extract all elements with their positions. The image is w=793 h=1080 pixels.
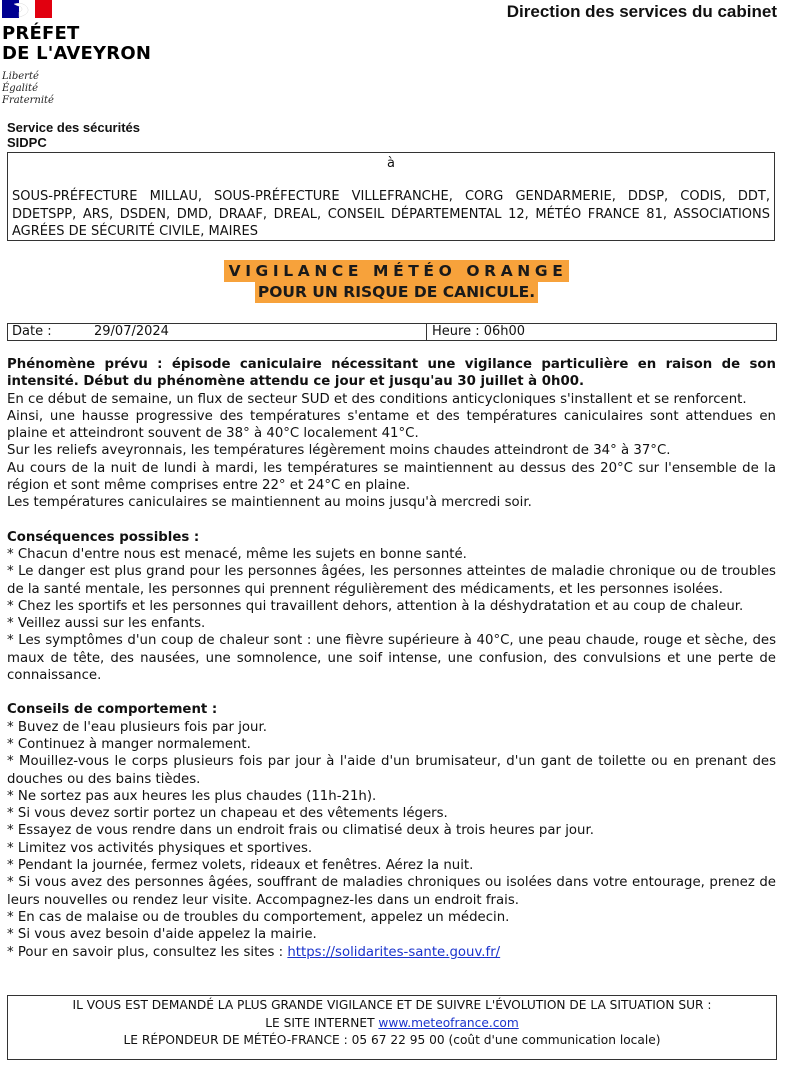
service-code: SIDPC xyxy=(7,135,47,150)
phenomene-line: Les températures caniculaires se maintiennent au moins jusqu'à mercredi soir. xyxy=(7,495,532,511)
date-row-divider xyxy=(426,324,427,340)
recipients-to-label: à xyxy=(387,156,395,171)
bulletin-body xyxy=(7,356,776,961)
spacer xyxy=(7,684,776,701)
meteofrance-link[interactable]: www.meteofrance.com xyxy=(378,1015,519,1030)
spacer xyxy=(7,512,776,529)
vigilance-title-line2: POUR UN RISQUE DE CANICULE. xyxy=(255,282,538,303)
vigilance-title xyxy=(0,260,793,303)
conseils-heading: Conseils de comportement : xyxy=(7,702,218,718)
vigilance-title-line1: VIGILANCE MÉTÉO ORANGE xyxy=(224,260,570,282)
date-label: Date : xyxy=(12,324,52,339)
conseil-item: * Essayez de vous rendre dans un endroit frais ou climatisé deux à trois heures par jour. xyxy=(7,823,594,839)
footer-line3: LE RÉPONDEUR DE MÉTÉO-FRANCE : 05 67 22 95 00 (coût d'une communication locale) xyxy=(123,1033,661,1047)
prefecture-name-line2: DE L'AVEYRON xyxy=(2,43,152,64)
conseil-item: * Pendant la journée, fermez volets, rideaux et fenêtres. Aérez la nuit. xyxy=(7,858,474,874)
recipients-box xyxy=(7,152,775,241)
prefecture-name-line1: PRÉFET xyxy=(2,23,80,44)
direction-title: Direction des services du cabinet xyxy=(506,2,777,21)
consequences-heading: Conséquences possibles : xyxy=(7,529,200,545)
footer-box xyxy=(7,995,777,1060)
conseil-item: * Continuez à manger normalement. xyxy=(7,736,251,752)
conseil-item: * Buvez de l'eau plusieurs fois par jour. xyxy=(7,719,267,735)
consequence-item: * Veillez aussi sur les enfants. xyxy=(7,616,206,632)
phenomene-lead: Phénomène prévu : épisode caniculaire nécessitant une vigilance particulière en raison de son intensité. Début du phénomène attendu ce jour et jusqu'au 30 juillet à 0h00. xyxy=(7,357,776,390)
conseil-item: * Mouillez-vous le corps plusieurs fois par jour à l'aide d'un brumisateur, d'un gant de toilette ou en prenant des douches ou des bains tièdes. xyxy=(7,754,776,787)
conseil-item: * Si vous avez besoin d'aide appelez la mairie. xyxy=(7,927,317,943)
solidarites-sante-link[interactable]: https://solidarites-sante.gouv.fr/ xyxy=(287,944,501,960)
marianne-logo xyxy=(2,0,52,18)
recipients-list: SOUS-PRÉFECTURE MILLAU, SOUS-PRÉFECTURE VILLEFRANCHE, CORG GENDARMERIE, DDSP, CODIS, DDT, DDETSPP, ARS, DSDEN, DMD, DRAAF, DREAL, CONSEIL DÉPARTEMENTAL 12, MÉTÉO FRANCE 81, ASSOCIATIONS AGRÉES DE SÉCURITÉ CIVILE, MAIRES xyxy=(12,189,770,239)
footer-site-prefix: LE SITE INTERNET xyxy=(265,1015,379,1030)
consequence-item: * Chacun d'entre nous est menacé, même les sujets en bonne santé. xyxy=(7,546,467,562)
date-row xyxy=(7,323,777,341)
phenomene-line: Ainsi, une hausse progressive des températures s'entame et des températures caniculaires sont attendues en plaine et atteindront souvent de 38° à 40°C localement 41°C. xyxy=(7,408,776,442)
conseil-item: * En cas de malaise ou de troubles du comportement, appelez un médecin. xyxy=(7,909,510,925)
sites-prefix: * Pour en savoir plus, consultez les sites : xyxy=(7,944,288,960)
conseil-item: * Si vous avez des personnes âgées, souffrant de maladies chroniques ou isolées dans votre entourage, prenez de leurs nouvelles ou rendez leur visite. Accompagnez-les dans un endroit frais. xyxy=(7,875,776,908)
motto-egalite: Égalité xyxy=(2,83,38,94)
consequence-item: * Chez les sportifs et les personnes qui travaillent dehors, attention à la déshydratation et au coup de chaleur. xyxy=(7,598,744,614)
conseil-item: * Limitez vos activités physiques et sportives. xyxy=(7,840,313,856)
service-name: Service des sécurités xyxy=(7,120,140,135)
heure-value: Heure : 06h00 xyxy=(432,324,526,339)
conseil-sites-item xyxy=(7,944,776,961)
consequence-item: * Le danger est plus grand pour les personnes âgées, les personnes atteintes de maladie chronique ou de troubles de la santé mentale, les personnes qui prennent régulièrement des médicaments, et les personnes isolées. xyxy=(7,564,776,597)
phenomene-line: Au cours de la nuit de lundi à mardi, les températures se maintiennent au dessus des 20°C sur l'ensemble de la région et sont même comprises entre 22° et 24°C en plaine. xyxy=(7,460,776,494)
phenomene-line: Sur les reliefs aveyronnais, les températures légèrement moins chaudes atteindront de 34° à 37°C. xyxy=(7,443,671,459)
footer-line2 xyxy=(8,1015,776,1033)
motto-fraternite: Fraternité xyxy=(2,95,54,106)
phenomene-line: En ce début de semaine, un flux de secteur SUD et des conditions anticycloniques s'installent et se renforcent. xyxy=(7,391,747,407)
conseil-item: * Si vous devez sortir portez un chapeau et des vêtements légers. xyxy=(7,806,448,822)
conseil-item: * Ne sortez pas aux heures les plus chaudes (11h-21h). xyxy=(7,788,377,804)
date-value: 29/07/2024 xyxy=(94,324,169,339)
footer-line1: IL VOUS EST DEMANDÉ LA PLUS GRANDE VIGILANCE ET DE SUIVRE L'ÉVOLUTION DE LA SITUATION SUR : xyxy=(72,998,712,1012)
consequence-item: * Les symptômes d'un coup de chaleur sont : une fièvre supérieure à 40°C, une peau chaude, rouge et sèche, des maux de tête, des nausées, une somnolence, une soif intense, une confusion, des convulsions et une perte de connaissance. xyxy=(7,633,776,684)
motto-liberte: Liberté xyxy=(2,71,39,82)
